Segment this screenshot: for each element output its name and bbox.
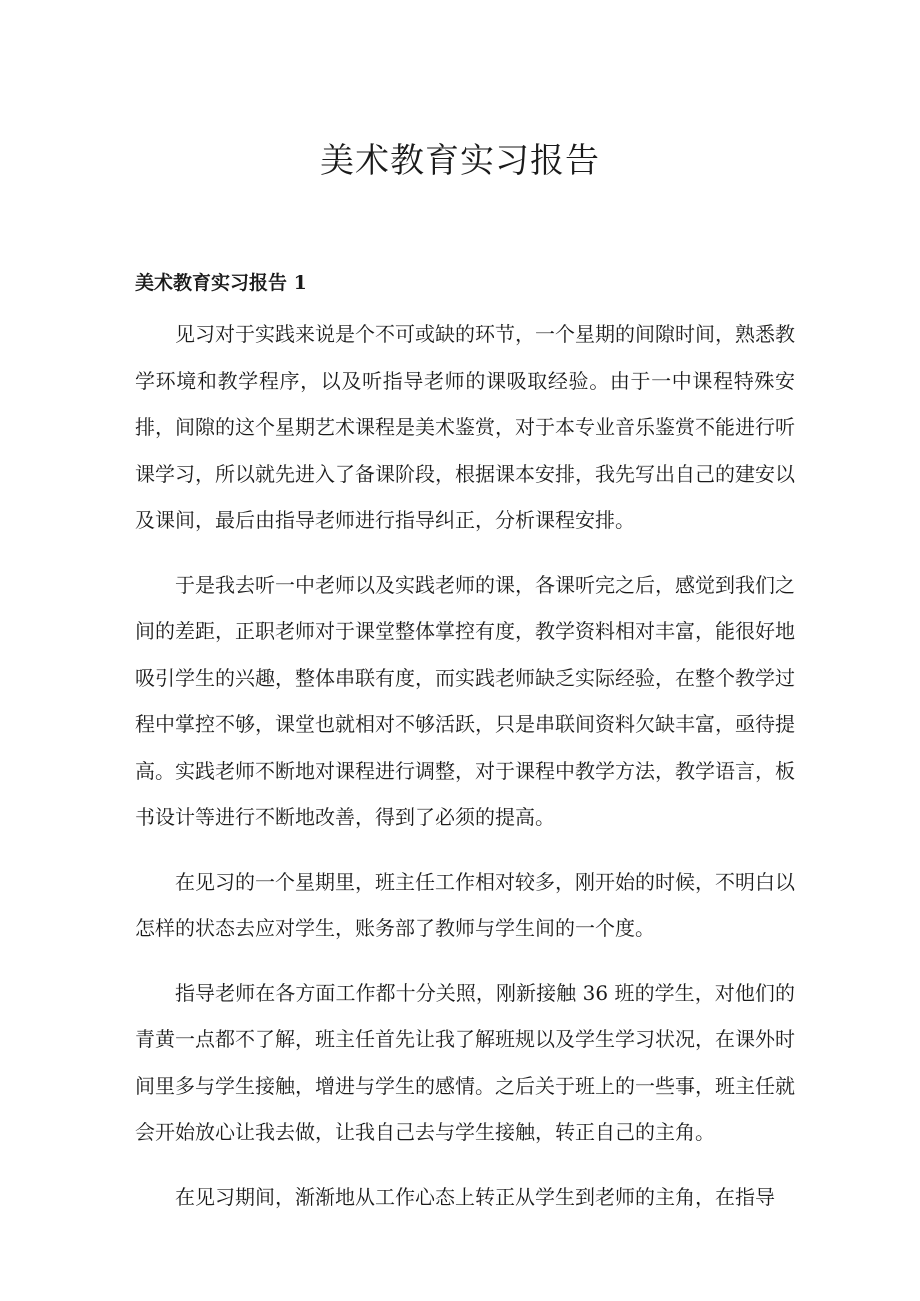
paragraph-2: 于是我去听一中老师以及实践老师的课，各课听完之后，感觉到我们之间的差距，正职老师对于课堂整体掌控有度，教学资料相对丰富，能很好地吸引学生的兴趣，整体串联有度，而实践老师缺乏实际经验，在整个教学过程中掌控不够，课堂也就相对不够活跃，只是串联间资料欠缺丰富，亟待提高。实践老师不断地对课程进行调整，对于课程中教学方法，教学语言，板书设计等进行不断地改善，得到了必须的提高。 [135,572,795,829]
paragraph-5: 在见习期间，渐渐地从工作心态上转正从学生到老师的主角，在指导 [175,1184,775,1209]
paragraph-3: 在见习的一个星期里，班主任工作相对较多，刚开始的时候，不明白以怎样的状态去应对学生，账务部了教师与学生间的一个度。 [135,869,795,940]
paragraph-4: 指导老师在各方面工作都十分关照，刚新接触 36 班的学生，对他们的青黄一点都不了解，班主任首先让我了解班规以及学生学习状况，在课外时间里多与学生接触，增进与学生的感情。之后关于班上的一些事，班主任就会开始放心让我去做，让我自己去与学生接触，转正自己的主角。 [135,980,795,1144]
document-title: 美术教育实习报告 [320,141,600,181]
section-heading: 美术教育实习报告 1 [135,272,307,294]
document-body [135,311,795,1238]
paragraph-1: 见习对于实践来说是个不可或缺的环节，一个星期的间隙时间，熟悉教学环境和教学程序，以及听指导老师的课吸取经验。由于一中课程特殊安排，间隙的这个星期艺术课程是美术鉴赏，对于本专业音乐鉴赏不能进行听课学习，所以就先进入了备课阶段，根据课本安排，我先写出自己的建安以及课间，最后由指导老师进行指导纠正，分析课程安排。 [135,322,795,532]
